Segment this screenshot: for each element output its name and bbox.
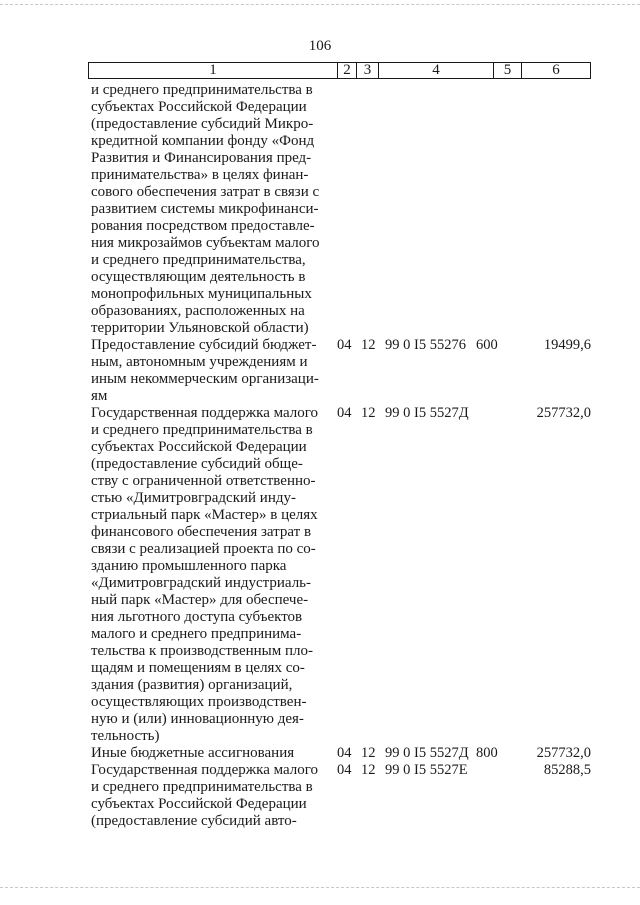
- row-target-code: 99 0 I5 5527Е: [385, 762, 468, 778]
- table-row: [91, 82, 591, 337]
- row-subsection-code: 12: [361, 745, 376, 761]
- page-number: 106: [308, 38, 332, 54]
- header-col-5: 5: [493, 63, 521, 78]
- table-row: [91, 405, 591, 745]
- table-row: [91, 762, 591, 830]
- row-target-code: 99 0 I5 5527Д: [385, 745, 469, 761]
- row-amount: 85288,5: [543, 762, 591, 778]
- row-description: Иные бюджетные ассигнования: [91, 745, 295, 761]
- row-subsection-code: 12: [361, 405, 376, 421]
- row-section-code: 04: [337, 405, 352, 421]
- row-subsection-code: 12: [361, 762, 376, 778]
- row-description: Предоставление субсидий бюджет- ным, автономным учреждениям и иным некоммерческим организаци- ям: [91, 337, 319, 404]
- row-target-code: 99 0 I5 5527Д: [385, 405, 469, 421]
- table-header-row: [88, 62, 591, 79]
- row-amount: 19499,6: [543, 337, 591, 353]
- table-row: [91, 745, 591, 762]
- row-target-code: 99 0 I5 55276: [385, 337, 466, 353]
- header-col-1: 1: [209, 62, 217, 78]
- bottom-scan-edge: [0, 887, 640, 889]
- row-expense-type: 800: [476, 745, 498, 761]
- table-row: [91, 337, 591, 405]
- header-col-6: 6: [521, 63, 590, 78]
- row-expense-type: 600: [476, 337, 498, 353]
- row-subsection-code: 12: [361, 337, 376, 353]
- top-scan-edge: [0, 4, 640, 6]
- row-amount: 257732,0: [536, 745, 591, 761]
- row-description: и среднего предпринимательства в субъектах Российской Федерации (предоставление субсидий Микро- кредитной компании фонду «Фонд Развития и Финансирования пред- принимательства» в целях финан- сового обеспечения затрат в связи с развитием системы микрофинанси- рования посредством предоставле- ния микрозаймов субъектам малого и среднего предпринимательства, осуществляющим деятельность в монопрофильных муниципальных образованиях, расположенных на территории Ульяновской области): [91, 82, 320, 336]
- row-amount: 257732,0: [536, 405, 591, 421]
- header-col-3: 3: [356, 63, 378, 78]
- row-description: Государственная поддержка малого и среднего предпринимательства в субъектах Российской Федерации (предоставление субсидий авто-: [91, 762, 319, 829]
- row-description: Государственная поддержка малого и среднего предпринимательства в субъектах Российской Федерации (предоставление субсидий обще- ству с ограниченной ответственно- стью «Димитровградский инду- стриальный парк «Мастер» в целях финансового обеспечения затрат в связи с реализацией проекта по со- зданию промышленного парка «Димитровградский индустриаль- ный парк «Мастер» для обеспече- ния льготного доступа субъектов малого и среднего предпринима- тельства к производственным пло- щадям и помещениям в целях со- здания (развития) организаций, осуществляющих производствен- ную и (или) инновационную дея- тельность): [91, 405, 319, 744]
- table-body: [91, 82, 591, 830]
- header-col-2: 2: [337, 63, 356, 78]
- row-section-code: 04: [337, 745, 352, 761]
- row-section-code: 04: [337, 762, 352, 778]
- header-col-4: 4: [378, 63, 493, 78]
- row-section-code: 04: [337, 337, 352, 353]
